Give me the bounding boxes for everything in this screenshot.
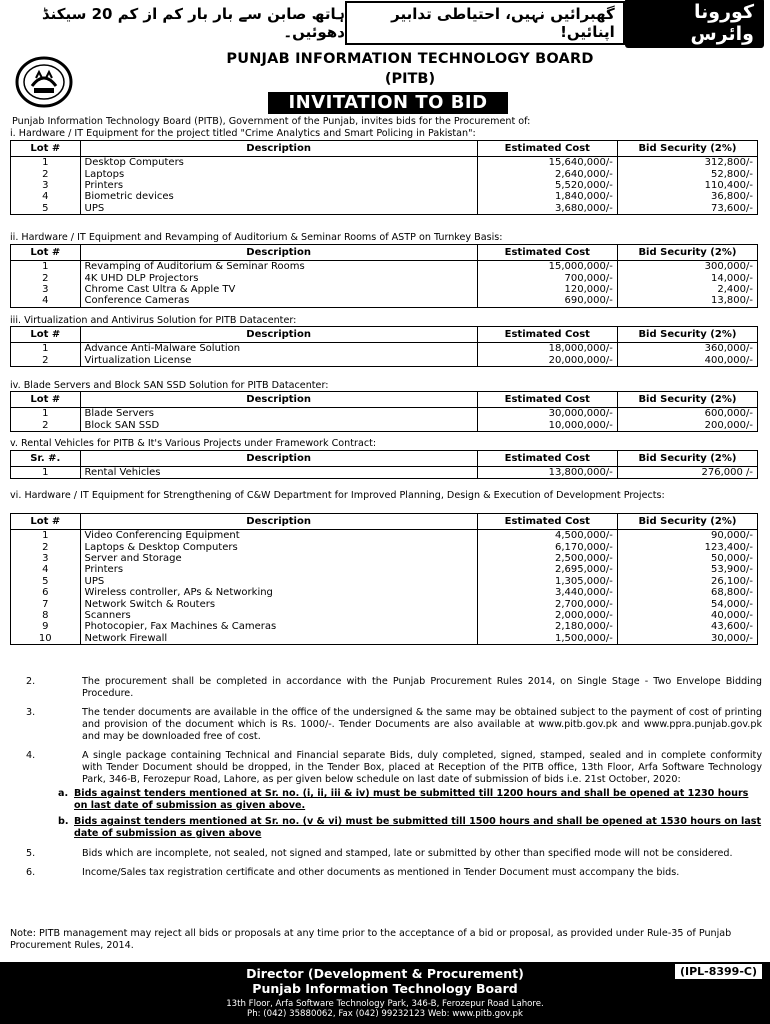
bid-security: 26,100/- [617,576,757,587]
org-title: PUNJAB INFORMATION TECHNOLOGY BOARD [226,51,594,67]
estimated-cost: 20,000,000/- [477,354,617,366]
bid-security: 312,800/- [617,157,757,169]
item-description: Laptops & Desktop Computers [80,541,477,552]
bid-security: 50,000/- [617,553,757,564]
item-description: Virtualization License [80,354,477,366]
lot-number: 5 [11,576,81,587]
estimated-cost: 3,440,000/- [477,587,617,598]
section-heading: ii. Hardware / IT Equipment and Revamping of Auditorium & Seminar Rooms of ASTP on Turnkey Basis: [10,232,503,243]
bid-table [10,513,758,645]
lot-number: 1 [11,261,81,273]
estimated-cost: 10,000,000/- [477,419,617,431]
description-header: Description [80,327,477,343]
security-header: Bid Security (2%) [617,245,757,261]
lot-header: Lot # [11,141,81,157]
bid-security: 73,600/- [617,203,757,215]
bid-table [10,244,758,308]
estimated-cost: 2,695,000/- [477,564,617,575]
estimated-cost: 120,000/- [477,284,617,295]
item-description: UPS [80,576,477,587]
item-description: Chrome Cast Ultra & Apple TV [80,284,477,295]
table-row [11,168,758,179]
note-item: 6. Income/Sales tax registration certificate and other documents as mentioned in Tender Document must accompany the bids. [26,867,680,878]
cost-header: Estimated Cost [477,392,617,408]
item-description: Biometric devices [80,191,477,202]
table-row [11,408,758,420]
item-description: Wireless controller, APs & Networking [80,587,477,598]
lot-header: Lot # [11,327,81,343]
lot-number: 3 [11,180,81,191]
bid-security: 14,000/- [617,272,757,283]
lot-header: Lot # [11,514,81,530]
bid-security: 53,900/- [617,564,757,575]
lot-number: 4 [11,191,81,202]
footer-contact: Ph: (042) 35880062, Fax (042) 99232123 Web: www.pitb.gov.pk [247,1009,523,1019]
lot-number: 3 [11,284,81,295]
table-row [11,354,758,366]
bid-security: 68,800/- [617,587,757,598]
bid-table [10,391,758,432]
item-description: Photocopier, Fax Machines & Cameras [80,621,477,632]
estimated-cost: 2,000,000/- [477,610,617,621]
org-abbreviation: (PITB) [384,71,436,87]
footer-address: 13th Floor, Arfa Software Technology Park, 346-B, Ferozepur Road Lahore. [226,999,544,1009]
estimated-cost: 15,000,000/- [477,261,617,273]
lot-number: 9 [11,621,81,632]
corona-awareness-banner [6,1,764,45]
cost-header: Estimated Cost [477,327,617,343]
table-row [11,284,758,295]
bid-security: 13,800/- [617,295,757,307]
bid-security: 2,400/- [617,284,757,295]
table-header-row [11,392,758,408]
table-row [11,621,758,632]
bid-security: 300,000/- [617,261,757,273]
table-row [11,541,758,552]
bid-security: 36,800/- [617,191,757,202]
table-row [11,295,758,307]
estimated-cost: 2,700,000/- [477,598,617,609]
item-description: Blade Servers [80,408,477,420]
estimated-cost: 3,680,000/- [477,203,617,215]
item-description: Scanners [80,610,477,621]
lot-number: 10 [11,633,81,645]
bid-security: 110,400/- [617,180,757,191]
section-heading: v. Rental Vehicles for PITB & It's Various Projects under Framework Contract: [10,438,377,449]
table-row [11,610,758,621]
bid-security: 360,000/- [617,343,757,355]
estimated-cost: 15,640,000/- [477,157,617,169]
description-header: Description [80,514,477,530]
estimated-cost: 1,840,000/- [477,191,617,202]
lot-number: 4 [11,295,81,307]
table-header-row [11,327,758,343]
item-description: Network Switch & Routers [80,598,477,609]
lot-number: 5 [11,203,81,215]
estimated-cost: 30,000,000/- [477,408,617,420]
item-description: Block SAN SSD [80,419,477,431]
estimated-cost: 2,640,000/- [477,168,617,179]
table-row [11,272,758,283]
estimated-cost: 1,305,000/- [477,576,617,587]
lot-number: 7 [11,598,81,609]
bid-security: 30,000/- [617,633,757,645]
estimated-cost: 6,170,000/- [477,541,617,552]
lot-header: Lot # [11,245,81,261]
bid-security: 123,400/- [617,541,757,552]
table-row [11,467,758,479]
table-row [11,553,758,564]
table-header-row [11,245,758,261]
table-header-row [11,141,758,157]
bid-security: 600,000/- [617,408,757,420]
security-header: Bid Security (2%) [617,392,757,408]
estimated-cost: 13,800,000/- [477,467,617,479]
estimated-cost: 5,520,000/- [477,180,617,191]
table-row [11,180,758,191]
lot-number: 1 [11,343,81,355]
estimated-cost: 1,500,000/- [477,633,617,645]
security-header: Bid Security (2%) [617,327,757,343]
bid-security: 40,000/- [617,610,757,621]
table-row [11,564,758,575]
estimated-cost: 18,000,000/- [477,343,617,355]
note-item: 5. Bids which are incomplete, not sealed, not signed and stamped, late or submitted by other than specified mode will not be considered. [26,848,733,859]
final-note: Note: PITB management may reject all bids or proposals at any time prior to the acceptance of a bid or proposal, as provided under Rule-35 of Punjab Procurement Rules, 2014. [10,928,732,951]
bid-security: 400,000/- [617,354,757,366]
estimated-cost: 4,500,000/- [477,530,617,542]
lot-number: 4 [11,564,81,575]
description-header: Description [80,141,477,157]
punjab-government-logo-icon [14,56,74,108]
lot-number: 3 [11,553,81,564]
item-description: Conference Cameras [80,295,477,307]
bid-table [10,326,758,367]
description-header: Description [80,451,477,467]
security-header: Bid Security (2%) [617,514,757,530]
item-description: Video Conferencing Equipment [80,530,477,542]
bid-table [10,450,758,479]
lot-number: 6 [11,587,81,598]
item-description: Desktop Computers [80,157,477,169]
note-item: 3. The tender documents are available in the office of the undersigned & the same may be obtained subject to the payment of cost of printing and provision of the document which is Rs. 1000/-. Tender Documents are also available at www.pitb.gov.pk and www.ppra.punjab.gov.pk and may be downloaded free of cost. [26,707,762,742]
lot-number: 2 [11,419,81,431]
page-title: INVITATION TO BID [268,92,508,114]
item-description: Rental Vehicles [80,467,477,479]
table-row [11,203,758,215]
lot-number: 2 [11,272,81,283]
section-heading: i. Hardware / IT Equipment for the project titled "Crime Analytics and Smart Policing in Pakistan": [10,128,476,139]
item-description: Advance Anti-Malware Solution [80,343,477,355]
estimated-cost: 700,000/- [477,272,617,283]
security-header: Bid Security (2%) [617,141,757,157]
section-heading: iv. Blade Servers and Block SAN SSD Solution for PITB Datacenter: [10,380,329,391]
subnote-item: b. Bids against tenders mentioned at Sr. no. (v & vi) must be submitted till 1500 hours and shall be opened at 1530 hours on last date of submission as given above [58,816,762,839]
banner-brand: کورونا وائرس [625,0,764,48]
footer-organization: Punjab Information Technology Board [252,981,518,996]
estimated-cost: 690,000/- [477,295,617,307]
security-header: Bid Security (2%) [617,451,757,467]
table-header-row [11,451,758,467]
note-item: 2. The procurement shall be completed in accordance with the Punjab Procurement Rules 2014, on Single Stage - Two Envelope Bidding Procedure. [26,676,762,699]
banner-message-secondary: ہاتھ صابن سے بار بار کم از کم 20 سیکنڈ دھوئیں۔ [42,5,345,41]
item-description: 4K UHD DLP Projectors [80,272,477,283]
lot-number: 1 [11,530,81,542]
banner-message-primary: گھبرائیں نہیں، احتیاطی تدابیر اپنائیں! [345,1,625,45]
lot-number: 2 [11,168,81,179]
table-row [11,633,758,645]
table-row [11,191,758,202]
note-item: 4. A single package containing Technical and Financial separate Bids, duly completed, signed, stamped, sealed and in complete conformity with Tender Document should be dropped, in the Tender Box, placed at Reception of the PITB office, 13th Floor, Arfa Software Technology Park, 346-B, Ferozepur Road, Lahore, as per given below schedule on last date of submission of bids i.e. 21st October, 2020: [26,750,762,785]
bid-security: 43,600/- [617,621,757,632]
estimated-cost: 2,500,000/- [477,553,617,564]
description-header: Description [80,245,477,261]
table-row [11,261,758,273]
lot-number: 2 [11,541,81,552]
item-description: Laptops [80,168,477,179]
estimated-cost: 2,180,000/- [477,621,617,632]
lot-header: Sr. #. [11,451,81,467]
table-row [11,530,758,542]
lot-number: 1 [11,408,81,420]
item-description: Printers [80,564,477,575]
bid-security: 90,000/- [617,530,757,542]
bid-security: 200,000/- [617,419,757,431]
item-description: Network Firewall [80,633,477,645]
item-description: Revamping of Auditorium & Seminar Rooms [80,261,477,273]
section-heading: iii. Virtualization and Antivirus Solution for PITB Datacenter: [10,315,297,326]
lot-number: 2 [11,354,81,366]
lot-number: 1 [11,467,81,479]
notes-list [26,676,762,886]
lot-number: 1 [11,157,81,169]
footer [0,962,770,1024]
intro-text: Punjab Information Technology Board (PITB), Government of the Punjab, invites bids for the Procurement of: [12,116,531,127]
cost-header: Estimated Cost [477,141,617,157]
cost-header: Estimated Cost [477,451,617,467]
bid-security: 276,000 /- [617,467,757,479]
cost-header: Estimated Cost [477,514,617,530]
table-row [11,157,758,169]
lot-number: 8 [11,610,81,621]
ipl-reference: (IPL-8399-C) [673,962,764,981]
bid-security: 54,000/- [617,598,757,609]
section-heading: vi. Hardware / IT Equipment for Strengthening of C&W Department for Improved Planning, Design & Execution of Development Projects: [10,490,665,501]
table-row [11,419,758,431]
table-row [11,576,758,587]
item-description: UPS [80,203,477,215]
footer-designation: Director (Development & Procurement) [246,966,524,981]
lot-header: Lot # [11,392,81,408]
cost-header: Estimated Cost [477,245,617,261]
table-row [11,598,758,609]
table-row [11,343,758,355]
table-row [11,587,758,598]
subnote-item: a. Bids against tenders mentioned at Sr. no. (i, ii, iii & iv) must be submitted till 1200 hours and shall be opened at 1230 hours on last date of submission as given above. [58,788,749,811]
item-description: Server and Storage [80,553,477,564]
item-description: Printers [80,180,477,191]
description-header: Description [80,392,477,408]
table-header-row [11,514,758,530]
bid-security: 52,800/- [617,168,757,179]
bid-table [10,140,758,215]
